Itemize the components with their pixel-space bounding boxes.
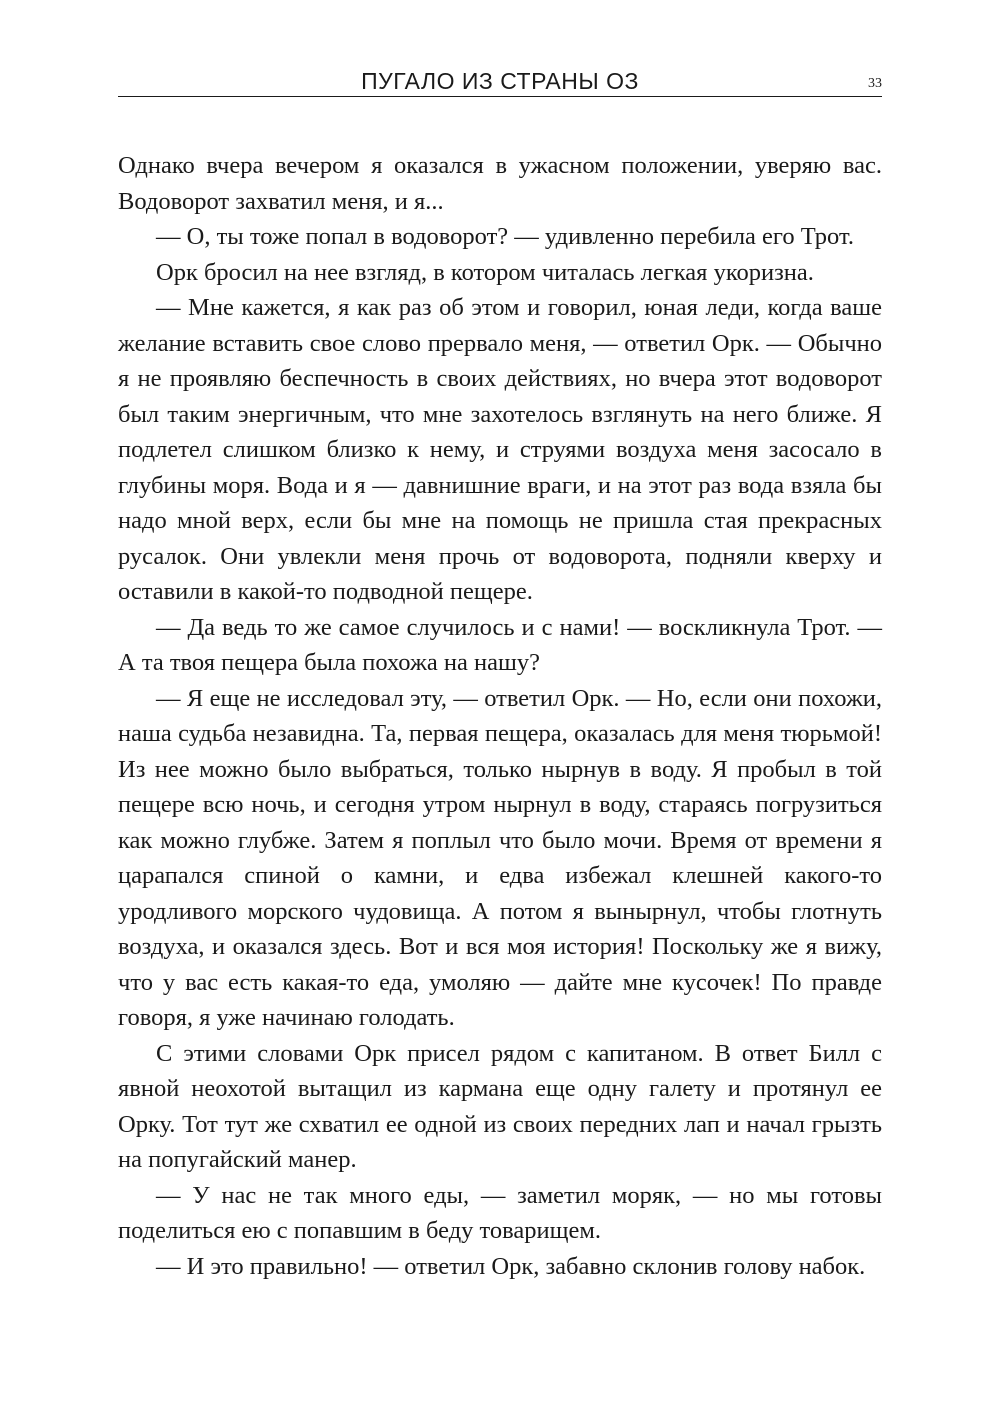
body-text	[118, 148, 882, 1284]
paragraph: Однако вчера вечером я оказался в ужасном положении, уверяю вас. Водоворот захватил меня, и я...	[118, 152, 882, 215]
paragraph: — И это правильно! — ответил Орк, забавно склонив голову набок.	[156, 1252, 866, 1280]
running-header	[118, 62, 882, 97]
running-title: ПУГАЛО ИЗ СТРАНЫ ОЗ	[361, 68, 639, 94]
paragraph: — Я еще не исследовал эту, — ответил Орк. — Но, если они похожи, наша судьба незавидна. Та, первая пещера, оказалась для меня тюрьмой! Из нее можно было выбраться, только нырнув в воду. Я пробыл в той пещере всю ночь, и сегодня утром нырнул в воду, стараясь погрузиться как можно глубже. Затем я поплыл что было мочи. Время от времени я царапался спиной о камни, и едва избежал клешней какого-то уродливого морского чудовища. А потом я вынырнул, чтобы глотнуть воздуха, и оказался здесь. Вот и вся моя история! Поскольку же я вижу, что у вас есть какая-то еда, умоляю — дайте мне кусочек! По правде говоря, я уже начинаю голодать.	[118, 684, 882, 1031]
paragraph: — Мне кажется, я как раз об этом и говорил, юная леди, когда ваше желание вставить свое слово прервало меня, — ответил Орк. — Обычно я не проявляю беспечность в своих действиях, но вчера этот водоворот был таким энергичным, что мне захотелось взглянуть на него ближе. Я подлетел слишком близко к нему, и струями воздуха меня засосало в глубины моря. Вода и я — давнишние враги, и на этот раз вода взяла бы надо мной верх, если бы мне на помощь не пришла стая прекрасных русалок. Они увлекли меня прочь от водоворота, подняли кверху и оставили в какой-то подводной пещере.	[118, 294, 882, 605]
paragraph: — У нас не так много еды, — заметил моряк, — но мы готовы поделиться ею с попавшим в беду товарищем.	[118, 1181, 882, 1244]
paragraph: С этими словами Орк присел рядом с капитаном. В ответ Билл с явной неохотой вытащил из кармана еще одну галету и протянул ее Орку. Тот тут же схватил ее одной из своих передних лап и начал грызть на попугайский манер.	[118, 1039, 882, 1173]
paragraph: Орк бросил на нее взгляд, в котором читалась легкая укоризна.	[156, 258, 814, 286]
paragraph: — О, ты тоже попал в водоворот? — удивленно перебила его Трот.	[156, 223, 854, 250]
page-number: 33	[868, 76, 882, 91]
paragraph: — Да ведь то же самое случилось и с нами! — воскликнула Трот. — А та твоя пещера была похожа на нашу?	[118, 613, 882, 676]
